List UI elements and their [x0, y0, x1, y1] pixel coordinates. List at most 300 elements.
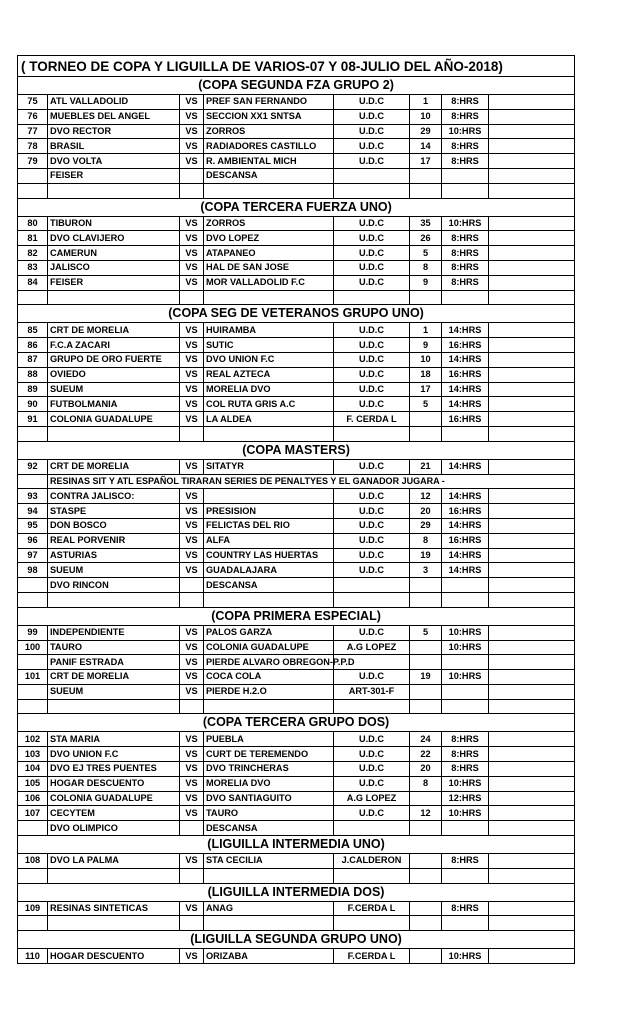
match-number: 96 [18, 533, 48, 548]
referee: U.D.C [334, 260, 410, 275]
empty-cell [489, 139, 575, 154]
referee: U.D.C [334, 397, 410, 412]
match-row [18, 854, 575, 869]
vs-label: VS [180, 367, 204, 382]
match-time: 14:HRS [442, 323, 489, 338]
away-team: ZORROS [204, 216, 334, 231]
away-team: ALFA [204, 533, 334, 548]
empty-cell [489, 95, 575, 110]
match-row [18, 655, 575, 670]
match-number: 106 [18, 791, 48, 806]
vs-label: VS [180, 640, 204, 655]
home-team: RESINAS SINTETICAS [48, 901, 180, 916]
empty-cell [489, 791, 575, 806]
match-number [18, 474, 48, 489]
home-team: STA MARIA [48, 732, 180, 747]
field-number: 12 [410, 806, 442, 821]
empty-cell [489, 806, 575, 821]
blank-cell [334, 290, 410, 305]
field-number: 10 [410, 109, 442, 124]
match-number: 109 [18, 901, 48, 916]
match-number: 88 [18, 367, 48, 382]
empty-cell [489, 338, 575, 353]
vs-label: VS [180, 231, 204, 246]
match-time: 16:HRS [442, 533, 489, 548]
field-number: 8 [410, 776, 442, 791]
match-row [18, 901, 575, 916]
vs-label: VS [180, 246, 204, 261]
referee [334, 578, 410, 593]
blank-cell [180, 868, 204, 883]
field-number: 35 [410, 216, 442, 231]
referee: U.D.C [334, 806, 410, 821]
match-time: 10:HRS [442, 124, 489, 139]
referee [334, 168, 410, 183]
match-time [442, 821, 489, 836]
home-team: PANIF ESTRADA [48, 655, 180, 670]
vs-label: VS [180, 352, 204, 367]
field-number: 26 [410, 231, 442, 246]
blank-row [18, 699, 575, 714]
match-number: 102 [18, 732, 48, 747]
field-number: 19 [410, 670, 442, 685]
blank-cell [410, 426, 442, 441]
match-row [18, 640, 575, 655]
field-number: 9 [410, 275, 442, 290]
match-time: 14:HRS [442, 397, 489, 412]
referee: U.D.C [334, 747, 410, 762]
blank-cell [334, 592, 410, 607]
match-time: 10:HRS [442, 670, 489, 685]
vs-label [180, 168, 204, 183]
field-number: 12 [410, 489, 442, 504]
referee: U.D.C [334, 563, 410, 578]
blank-row [18, 290, 575, 305]
match-time [442, 578, 489, 593]
referee: U.D.C [334, 352, 410, 367]
home-team: HOGAR DESCUENTO [48, 949, 180, 964]
blank-cell [18, 290, 48, 305]
match-time: 8:HRS [442, 231, 489, 246]
field-number [410, 168, 442, 183]
blank-cell [334, 916, 410, 931]
match-time: 16:HRS [442, 504, 489, 519]
home-team: DVO UNION F.C [48, 747, 180, 762]
section-header-row [18, 441, 575, 459]
section-title: (COPA TERCERA GRUPO DOS) [18, 714, 575, 732]
away-team: PALOS GARZA [204, 625, 334, 640]
match-time: 8:HRS [442, 732, 489, 747]
field-number: 17 [410, 382, 442, 397]
match-time [442, 655, 489, 670]
blank-cell [18, 426, 48, 441]
empty-cell [489, 762, 575, 777]
home-team: STASPE [48, 504, 180, 519]
section-title: (COPA SEG DE VETERANOS GRUPO UNO) [18, 305, 575, 323]
empty-cell [489, 625, 575, 640]
match-row [18, 625, 575, 640]
home-team: DVO RECTOR [48, 124, 180, 139]
match-number: 86 [18, 338, 48, 353]
field-number: 29 [410, 518, 442, 533]
vs-label: VS [180, 412, 204, 427]
blank-cell [18, 868, 48, 883]
vs-label: VS [180, 397, 204, 412]
match-number: 85 [18, 323, 48, 338]
away-team: DESCANSA [204, 168, 334, 183]
blank-row [18, 916, 575, 931]
blank-cell [489, 290, 575, 305]
match-time: 10:HRS [442, 625, 489, 640]
blank-cell [489, 699, 575, 714]
referee: F.CERDA L [334, 901, 410, 916]
away-team: CURT DE TEREMENDO [204, 747, 334, 762]
field-number [410, 821, 442, 836]
match-number: 79 [18, 154, 48, 169]
section-title: (COPA SEGUNDA FZA GRUPO 2) [18, 77, 575, 95]
empty-cell [489, 412, 575, 427]
blank-cell [18, 592, 48, 607]
match-row [18, 489, 575, 504]
match-row [18, 791, 575, 806]
away-team: SUTIC [204, 338, 334, 353]
match-number: 81 [18, 231, 48, 246]
blank-cell [180, 183, 204, 198]
match-time: 14:HRS [442, 459, 489, 474]
blank-cell [334, 426, 410, 441]
match-time: 8:HRS [442, 260, 489, 275]
match-number [18, 821, 48, 836]
match-time: 10:HRS [442, 640, 489, 655]
section-header-row [18, 607, 575, 625]
away-team: DESCANSA [204, 821, 334, 836]
blank-cell [442, 916, 489, 931]
empty-cell [489, 352, 575, 367]
section-title: (LIGUILLA INTERMEDIA UNO) [18, 836, 575, 854]
referee: U.D.C [334, 275, 410, 290]
home-team: CRT DE MORELIA [48, 459, 180, 474]
empty-cell [489, 548, 575, 563]
match-row [18, 246, 575, 261]
match-time [442, 684, 489, 699]
empty-cell [489, 533, 575, 548]
home-team: CRT DE MORELIA [48, 323, 180, 338]
empty-cell [489, 640, 575, 655]
blank-cell [334, 183, 410, 198]
blank-cell [204, 916, 334, 931]
vs-label: VS [180, 655, 204, 670]
referee [334, 821, 410, 836]
away-team: MORELIA DVO [204, 776, 334, 791]
home-team: HOGAR DESCUENTO [48, 776, 180, 791]
blank-cell [204, 183, 334, 198]
match-number [18, 684, 48, 699]
home-team: DON BOSCO [48, 518, 180, 533]
match-number: 97 [18, 548, 48, 563]
vs-label: VS [180, 382, 204, 397]
blank-cell [410, 290, 442, 305]
away-team [204, 489, 334, 504]
home-team: BRASIL [48, 139, 180, 154]
referee: U.D.C [334, 762, 410, 777]
schedule-body [18, 56, 575, 964]
empty-cell [489, 655, 575, 670]
away-team: COLONIA GUADALUPE [204, 640, 334, 655]
vs-label: VS [180, 216, 204, 231]
match-number: 82 [18, 246, 48, 261]
home-team: ATL VALLADOLID [48, 95, 180, 110]
field-number: 19 [410, 548, 442, 563]
vs-label: VS [180, 854, 204, 869]
match-row [18, 548, 575, 563]
referee: U.D.C [334, 382, 410, 397]
home-team: TIBURON [48, 216, 180, 231]
empty-cell [489, 246, 575, 261]
vs-label: VS [180, 95, 204, 110]
referee: U.D.C [334, 732, 410, 747]
blank-cell [48, 868, 180, 883]
home-team: SUEUM [48, 684, 180, 699]
blank-cell [180, 699, 204, 714]
match-row [18, 338, 575, 353]
blank-cell [442, 592, 489, 607]
away-team: ZORROS [204, 124, 334, 139]
blank-cell [442, 183, 489, 198]
referee: F.CERDA L [334, 949, 410, 964]
match-row [18, 397, 575, 412]
referee: U.D.C [334, 95, 410, 110]
match-time: 16:HRS [442, 412, 489, 427]
match-time: 8:HRS [442, 901, 489, 916]
empty-cell [489, 397, 575, 412]
match-number: 77 [18, 124, 48, 139]
vs-label: VS [180, 747, 204, 762]
away-team: PIERDE ALVARO OBREGON-P.P.D [204, 655, 334, 670]
match-row [18, 109, 575, 124]
field-number [410, 640, 442, 655]
field-number [410, 791, 442, 806]
field-number: 5 [410, 246, 442, 261]
match-time: 14:HRS [442, 548, 489, 563]
match-row [18, 684, 575, 699]
match-number: 99 [18, 625, 48, 640]
match-row [18, 949, 575, 964]
home-team: F.C.A ZACARI [48, 338, 180, 353]
match-row [18, 382, 575, 397]
field-number: 18 [410, 367, 442, 382]
away-team: PRESISION [204, 504, 334, 519]
home-team: DVO RINCON [48, 578, 180, 593]
away-team: DVO TRINCHERAS [204, 762, 334, 777]
blank-cell [180, 592, 204, 607]
home-team: INDEPENDIENTE [48, 625, 180, 640]
match-time: 14:HRS [442, 518, 489, 533]
match-number: 93 [18, 489, 48, 504]
blank-cell [48, 592, 180, 607]
away-team: STA CECILIA [204, 854, 334, 869]
match-number: 103 [18, 747, 48, 762]
match-number: 108 [18, 854, 48, 869]
referee: A.G LOPEZ [334, 791, 410, 806]
away-team: R. AMBIENTAL MICH [204, 154, 334, 169]
empty-cell [489, 168, 575, 183]
match-number: 87 [18, 352, 48, 367]
blank-row [18, 592, 575, 607]
blank-cell [489, 426, 575, 441]
blank-cell [489, 916, 575, 931]
schedule-sheet [17, 55, 574, 964]
away-team: PIERDE H.2.O [204, 684, 334, 699]
empty-cell [489, 854, 575, 869]
vs-label: VS [180, 518, 204, 533]
away-team: MORELIA DVO [204, 382, 334, 397]
vs-label: VS [180, 776, 204, 791]
away-team: DVO LOPEZ [204, 231, 334, 246]
home-team: SUEUM [48, 382, 180, 397]
blank-cell [180, 290, 204, 305]
empty-cell [489, 518, 575, 533]
away-team: SECCION XX1 SNTSA [204, 109, 334, 124]
match-time: 12:HRS [442, 791, 489, 806]
home-team: MUEBLES DEL ANGEL [48, 109, 180, 124]
field-number: 21 [410, 459, 442, 474]
section-title: (LIGUILLA INTERMEDIA DOS) [18, 883, 575, 901]
home-team: COLONIA GUADALUPE [48, 791, 180, 806]
match-number [18, 578, 48, 593]
home-team: FEISER [48, 275, 180, 290]
match-time: 8:HRS [442, 762, 489, 777]
home-team: FEISER [48, 168, 180, 183]
referee: U.D.C [334, 518, 410, 533]
vs-label: VS [180, 791, 204, 806]
match-row [18, 323, 575, 338]
match-row [18, 275, 575, 290]
empty-cell [489, 323, 575, 338]
field-number: 5 [410, 397, 442, 412]
empty-cell [489, 367, 575, 382]
match-row [18, 821, 575, 836]
field-number [410, 578, 442, 593]
vs-label: VS [180, 670, 204, 685]
match-time: 10:HRS [442, 776, 489, 791]
match-time: 8:HRS [442, 275, 489, 290]
match-row [18, 124, 575, 139]
referee: U.D.C [334, 776, 410, 791]
away-team: PUEBLA [204, 732, 334, 747]
field-number: 9 [410, 338, 442, 353]
blank-cell [204, 699, 334, 714]
home-team: FUTBOLMANIA [48, 397, 180, 412]
section-title: (COPA PRIMERA ESPECIAL) [18, 607, 575, 625]
away-team: SITATYR [204, 459, 334, 474]
blank-cell [442, 699, 489, 714]
referee: U.D.C [334, 504, 410, 519]
referee: U.D.C [334, 154, 410, 169]
match-number: 98 [18, 563, 48, 578]
blank-cell [204, 868, 334, 883]
vs-label: VS [180, 260, 204, 275]
blank-cell [410, 916, 442, 931]
empty-cell [489, 382, 575, 397]
referee: U.D.C [334, 548, 410, 563]
field-number: 17 [410, 154, 442, 169]
home-team: DVO LA PALMA [48, 854, 180, 869]
empty-cell [489, 670, 575, 685]
match-time: 14:HRS [442, 563, 489, 578]
match-time: 8:HRS [442, 747, 489, 762]
field-number: 29 [410, 124, 442, 139]
vs-label: VS [180, 338, 204, 353]
match-number [18, 655, 48, 670]
vs-label: VS [180, 732, 204, 747]
home-team: CONTRA JALISCO: [48, 489, 180, 504]
vs-label: VS [180, 459, 204, 474]
vs-label: VS [180, 563, 204, 578]
match-time: 14:HRS [442, 352, 489, 367]
referee: U.D.C [334, 246, 410, 261]
match-row [18, 216, 575, 231]
vs-label: VS [180, 684, 204, 699]
match-row [18, 231, 575, 246]
referee: U.D.C [334, 533, 410, 548]
away-team: ANAG [204, 901, 334, 916]
away-team: HUIRAMBA [204, 323, 334, 338]
match-time: 14:HRS [442, 489, 489, 504]
empty-cell [489, 563, 575, 578]
section-title: (COPA MASTERS) [18, 441, 575, 459]
field-number [410, 949, 442, 964]
match-number: 78 [18, 139, 48, 154]
match-number: 95 [18, 518, 48, 533]
match-row [18, 776, 575, 791]
away-team: COUNTRY LAS HUERTAS [204, 548, 334, 563]
match-row [18, 260, 575, 275]
vs-label: VS [180, 949, 204, 964]
match-number: 80 [18, 216, 48, 231]
empty-cell [489, 275, 575, 290]
away-team: DVO UNION F.C [204, 352, 334, 367]
match-time: 10:HRS [442, 806, 489, 821]
blank-cell [18, 699, 48, 714]
away-team: HAL DE SAN JOSE [204, 260, 334, 275]
home-team: OVIEDO [48, 367, 180, 382]
field-number: 8 [410, 260, 442, 275]
home-team: DVO CLAVIJERO [48, 231, 180, 246]
field-number: 1 [410, 95, 442, 110]
match-number: 83 [18, 260, 48, 275]
note-row [18, 474, 575, 489]
vs-label: VS [180, 762, 204, 777]
empty-cell [489, 949, 575, 964]
empty-cell [489, 776, 575, 791]
field-number [410, 655, 442, 670]
away-team: REAL AZTECA [204, 367, 334, 382]
home-team: DVO OLIMPICO [48, 821, 180, 836]
match-number: 92 [18, 459, 48, 474]
match-number: 94 [18, 504, 48, 519]
empty-cell [489, 578, 575, 593]
match-number: 90 [18, 397, 48, 412]
match-number: 101 [18, 670, 48, 685]
blank-cell [442, 868, 489, 883]
match-time: 8:HRS [442, 154, 489, 169]
blank-row [18, 868, 575, 883]
match-time [442, 168, 489, 183]
home-team: ASTURIAS [48, 548, 180, 563]
match-row [18, 578, 575, 593]
away-team: COL RUTA GRIS A.C [204, 397, 334, 412]
match-row [18, 747, 575, 762]
